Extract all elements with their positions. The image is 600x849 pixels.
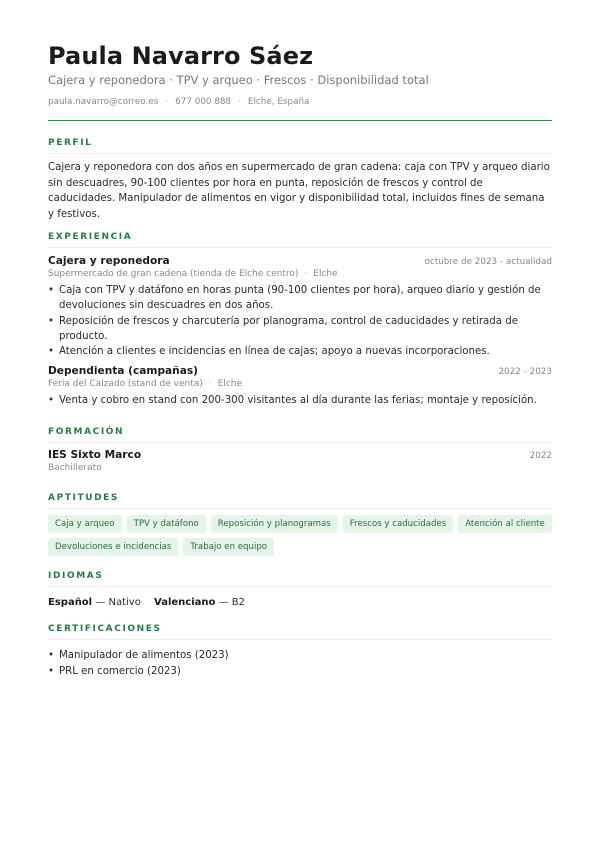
section-title-languages: IDIOMAS xyxy=(48,571,104,582)
job-header xyxy=(48,255,552,267)
certifications-section xyxy=(48,624,552,680)
job-bullet: • Caja con TPV y datáfono en horas punta (90-100 clientes por hora), arqueo diario y gestión de devoluciones sin descuadres en dos años. xyxy=(48,284,552,314)
languages-list xyxy=(48,597,552,608)
language-name: Español xyxy=(48,597,93,609)
education-school: IES Sixto Marco xyxy=(48,449,142,462)
language-name: Valenciano xyxy=(154,597,216,609)
job-header xyxy=(48,365,552,377)
job-bullet: • Atención a clientes e incidencias en línea de cajas; apoyo a nuevas incorporaciones. xyxy=(48,345,552,360)
language-dash: — xyxy=(95,597,106,609)
skill-chip: Caja y arqueo xyxy=(48,515,122,533)
job-date: 2022 - 2023 xyxy=(498,367,552,378)
skill-chip: Trabajo en equipo xyxy=(183,538,274,556)
skills-section xyxy=(48,493,552,556)
experience-item xyxy=(48,365,552,409)
job-bullet: • Reposición de frescos y charcutería por planograma, control de caducidades y retirada de producto. xyxy=(48,315,552,345)
section-divider xyxy=(48,153,552,154)
job-separator: · xyxy=(304,269,308,280)
education-header xyxy=(48,449,552,461)
job-company: Supermercado de gran cadena (tienda de Elche centro) xyxy=(48,269,299,280)
contact-location: Elche, España xyxy=(247,97,310,107)
language-level: Nativo xyxy=(108,597,141,609)
language-item xyxy=(48,597,141,608)
skill-chip: Reposición y planogramas xyxy=(211,515,338,533)
candidate-name: Paula Navarro Sáez xyxy=(48,42,314,70)
language-item xyxy=(154,597,245,608)
language-level: B2 xyxy=(231,597,245,609)
skills-list xyxy=(48,515,552,556)
job-title: Cajera y reponedora xyxy=(48,255,170,268)
skill-chip: Frescos y caducidades xyxy=(343,515,453,533)
candidate-tagline: Cajera y reponedora · TPV y arqueo · Frescos · Disponibilidad total xyxy=(48,73,429,87)
section-title-experience: EXPERIENCIA xyxy=(48,232,133,243)
section-title-skills: APTITUDES xyxy=(48,493,119,504)
job-place: Elche xyxy=(313,269,338,280)
education-date: 2022 xyxy=(529,451,552,462)
language-dash: — xyxy=(218,597,229,609)
education-item xyxy=(48,449,552,473)
job-bullet: • Venta y cobro en stand con 200-300 visitantes al día durante las ferias; montaje y reposición. xyxy=(48,394,552,409)
job-company-line xyxy=(48,269,552,279)
certifications-list xyxy=(48,649,552,680)
experience-section xyxy=(48,232,552,409)
section-divider xyxy=(48,247,552,248)
skill-chip: Atención al cliente xyxy=(458,515,552,533)
profile-section xyxy=(48,138,552,222)
job-bullets xyxy=(48,394,552,409)
contact-email[interactable]: paula.navarro@correo.es xyxy=(48,97,159,107)
job-place: Elche xyxy=(217,379,243,390)
profile-summary: Cajera y reponedora con dos años en supermercado de gran cadena: caja con TPV y arqueo diario sin descuadres, 90-100 clientes por hora en punta, reposición de frescos y control de caducidades. Manipulador de alimentos en vigor y disponibilidad total, incluidos fines de semana y festivos. xyxy=(48,162,550,220)
resume-page xyxy=(48,42,552,681)
education-section xyxy=(48,427,552,473)
job-company-line xyxy=(48,379,552,389)
skill-chip: Devoluciones e incidencias xyxy=(48,538,178,556)
section-divider xyxy=(48,586,552,587)
header-divider xyxy=(48,120,552,121)
section-title-profile: PERFIL xyxy=(48,138,93,149)
contact-phone[interactable]: 677 000 888 xyxy=(175,97,232,107)
section-divider xyxy=(48,442,552,443)
certification-item: • PRL en comercio (2023) xyxy=(48,665,552,680)
languages-section xyxy=(48,571,552,608)
contact-separator: · xyxy=(238,97,241,107)
education-degree: Bachillerato xyxy=(48,463,102,474)
section-divider xyxy=(48,508,552,509)
job-date: octubre de 2023 - actualidad xyxy=(424,257,552,268)
contact-line xyxy=(48,96,552,108)
certification-item: • Manipulador de alimentos (2023) xyxy=(48,649,552,664)
job-separator: · xyxy=(208,379,212,390)
experience-item xyxy=(48,255,552,360)
contact-separator: · xyxy=(165,97,169,107)
job-title: Dependienta (campañas) xyxy=(48,365,199,378)
section-title-education: FORMACIÓN xyxy=(48,427,125,438)
section-divider xyxy=(48,639,552,640)
job-company: Feria del Calzado (stand de venta) xyxy=(48,379,203,390)
job-bullets xyxy=(48,284,552,360)
skill-chip: TPV y datáfono xyxy=(127,515,206,533)
section-title-certifications: CERTIFICACIONES xyxy=(48,624,162,635)
